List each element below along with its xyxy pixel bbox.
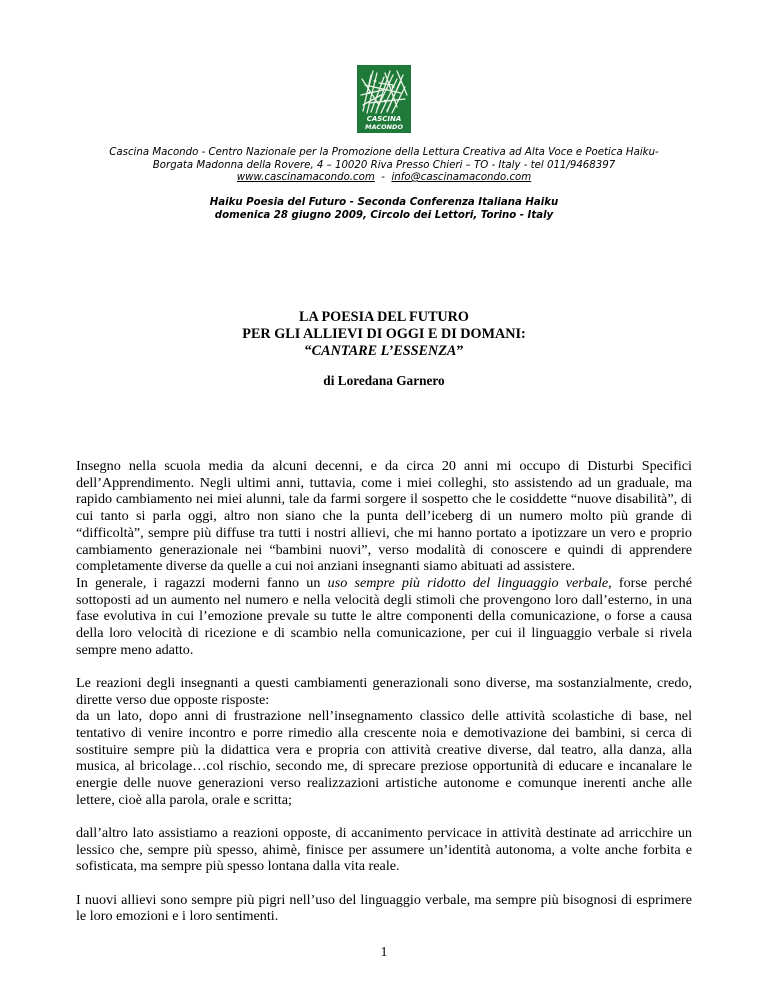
title-line-1: LA POESIA DEL FUTURO	[299, 309, 469, 325]
conference-line-1: Haiku Poesia del Futuro - Seconda Conferenza Italiana Haiku	[209, 197, 559, 208]
title-line-3	[60, 343, 708, 360]
organization-info	[60, 147, 708, 185]
conference-info	[60, 196, 708, 222]
paragraph-2-end: , forse perché sottoposti ad un aumento nel numero e nella velocità degli stimoli che provengono loro dall’esterno, in una fase evolutiva in cui l’emozione prevale su tutte le altre componenti della comunicazione, o forse a causa della loro velocità di ricezione e di scambio nella comunicazione, per cui il linguaggio verbale si rivela sempre meno adatto.	[76, 574, 692, 658]
contact-separator: -	[381, 172, 385, 183]
paragraph-2-italic: uso sempre più ridotto del linguaggio verbale	[327, 574, 609, 591]
article-body	[76, 458, 692, 925]
email-link[interactable]: info@cascinamacondo.com	[391, 172, 532, 183]
paragraph-6: I nuovi allievi sono sempre più pigri nell’uso del linguaggio verbale, ma sempre più bisognosi di esprimere le loro emozioni e i loro sentimenti.	[76, 891, 692, 925]
paragraph-2-start: In generale, i ragazzi moderni fanno un	[76, 574, 328, 591]
paragraph-1: Insegno nella scuola media da alcuni decenni, e da circa 20 anni mi occupo di Disturbi Specifici dell’Apprendimento. Negli ultimi anni, tuttavia, come i miei colleghi, sto assistendo ad un graduale, ma rapido cambiamento nei miei alunni, tale da farmi sorgere il sospetto che le cosiddette “nuove disabilità”, di cui tanto si parla oggi, altro non siano che la punta dell’iceberg di un numero molto più grande di “difficoltà”, sempre più diffuse tra tutti i nostri allievi, che mi hanno portato a ipotizzare un vero e proprio cambiamento generazionale nei “bambini nuovi”, verso modalità di conoscere e quindi di apprendere completamente diverse da quelle a cui noi anziani insegnanti siamo abituati ad assistere.	[76, 458, 692, 575]
document-title	[60, 309, 708, 360]
title-italic-phrase: CANTARE L’ESSENZA	[311, 343, 457, 359]
logo-text-line1: CASCINA	[366, 115, 402, 123]
logo-text-line2: MACONDO	[365, 123, 403, 131]
org-line-2: Borgata Madonna della Rovere, 4 – 10020 Riva Presso Chieri – TO - Italy - tel 011/9468397	[152, 159, 616, 171]
website-link[interactable]: www.cascinamacondo.com	[236, 172, 375, 183]
author-byline: di Loredana Garnero	[323, 373, 445, 388]
org-line-1: Cascina Macondo - Centro Nazionale per la Promozione della Lettura Creativa ad Alta Voce e Poetica Haiku-	[109, 147, 659, 158]
org-contact-line	[60, 172, 708, 185]
cascina-macondo-logo	[357, 65, 411, 133]
conference-line-2: domenica 28 giugno 2009, Circolo dei Lettori, Torino - Italy	[214, 210, 554, 221]
title-open-quote: “	[304, 343, 312, 359]
paragraph-2	[76, 575, 692, 659]
paragraph-4: da un lato, dopo anni di frustrazione nell’insegnamento classico delle attività scolastiche di base, nel tentativo di venire incontro e porre rimedio alla crescente noia e demotivazione dei bambini, si cerca di sostituire sempre più la didattica vera e propria con attività creative diverse, dal teatro, alla danza, alla musica, al bricolage…col rischio, secondo me, di sprecare preziose opportunità di educare e incanalare le energie delle nuove generazioni verso realizzazioni artistiche autonome e comunque inerenti anche alle lettere, cioè alla parola, orale e scritta;	[76, 708, 692, 808]
page-number: 1	[380, 944, 388, 959]
title-close-quote: ”	[456, 343, 464, 359]
paragraph-5: dall’altro lato assistiamo a reazioni opposte, di accanimento pervicace in attività destinate ad arricchire un lessico che, sempre più spesso, ahimè, finisce per assumere un’identità autonoma, a volte anche forbita e sofisticata, ma sempre più spesso lontana dalla vita reale.	[76, 825, 692, 875]
title-line-2: PER GLI ALLIEVI DI OGGI E DI DOMANI:	[242, 326, 526, 342]
paragraph-3: Le reazioni degli insegnanti a questi cambiamenti generazionali sono diverse, ma sostanzialmente, credo, dirette verso due opposte risposte:	[76, 674, 692, 708]
